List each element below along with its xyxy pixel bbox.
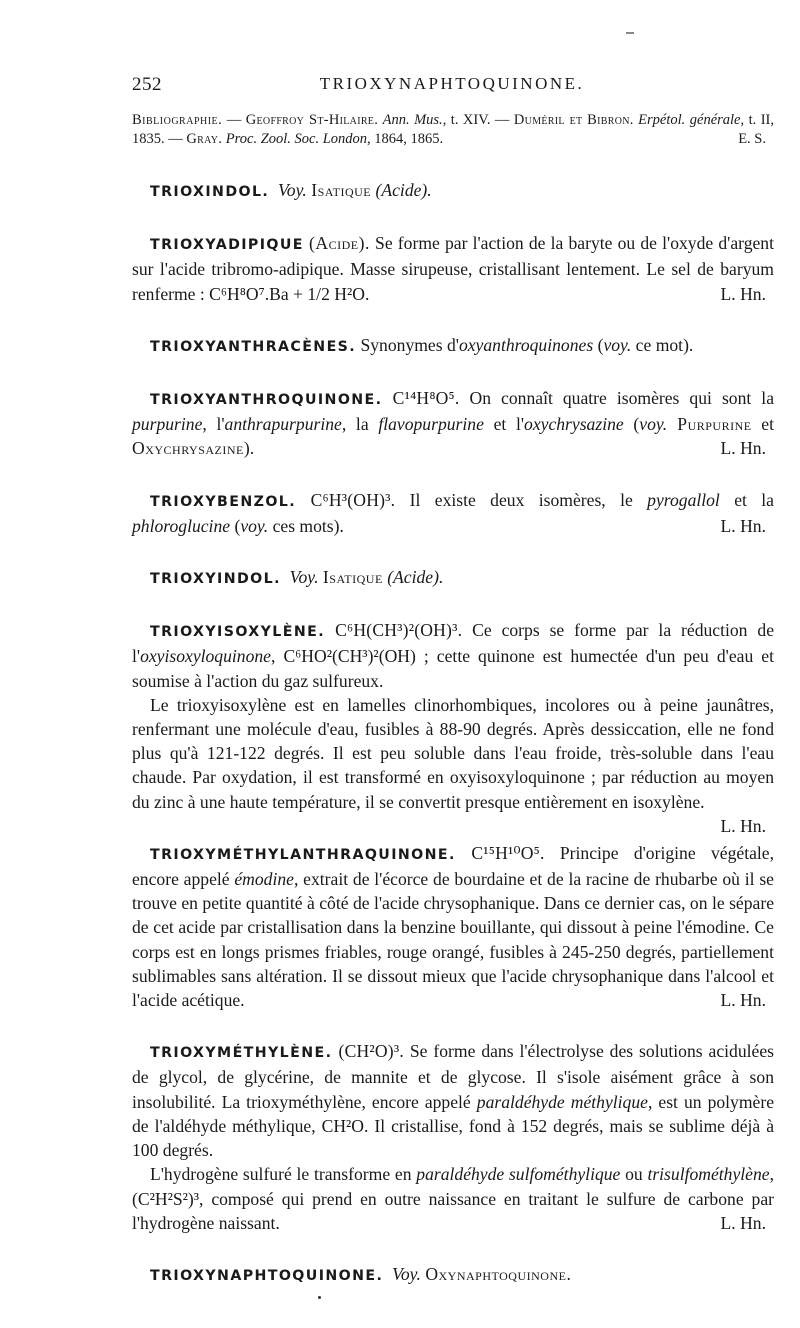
entry-signature: L. Hn.: [720, 990, 766, 1011]
entry-text: et la: [719, 489, 774, 510]
entry-headword: TRIOXYADIPIQUE: [150, 237, 304, 254]
entry-trioxyanthroquinone: [132, 386, 774, 461]
entry-text: , C⁶HO²(CH³)²(OH) ; cette quinone est humectée d'un peu d'eau et soumise à l'action du gaz sulfureux.: [132, 646, 774, 691]
entry-italic: flavopurpurine: [378, 414, 484, 435]
chemical-formula: C⁶H(CH³)²(OH)³.: [325, 620, 463, 641]
entry-italic: paraldéhyde méthylique: [476, 1091, 648, 1112]
entry-italic: trisulfométhylène: [647, 1164, 770, 1185]
entry-paragraph: Le trioxyisoxylène est en lamelles clinorhombiques, incolores ou à peine jaunâtres, renfermant une molécule d'eau, fusibles à 88-90 degrés. Après dessiccation, elle ne fond plus qu'à 121-122 degrés. Il est peu soluble dans l'eau froide, très-soluble dans l'eau chaude. Par oxydation, il est transformé en oxyisoxyloquinone ; par réduction au moyen du zinc à une haute température, il se convertit presque entièrement en isoxylène.: [132, 694, 774, 812]
entry-text: Ce corps se forme par la réduction de l': [132, 620, 774, 667]
entry-text: ces mots).: [268, 515, 344, 536]
entry-text: et: [751, 414, 774, 435]
entry-italic: oxyisoxyloquinone: [140, 646, 271, 667]
bibliography-work: Proc. Zool. Soc. London: [225, 131, 368, 147]
bibliography-work: Erpétol. générale: [638, 112, 741, 128]
entry-text: Il existe deux isomères, le: [395, 489, 648, 510]
cross-reference-qualifier: (Acide).: [375, 180, 432, 200]
entry-signature: L. Hn.: [720, 515, 766, 536]
entry-text: , extrait de l'écorce de bourdaine et de la racine de rhubarbe où il se trouve en petite quantité à côté de l'acide chrysophanique. Dans ce dernier cas, on le sépare de cet acide par cristallisation dans la benzine bouillante, qui dissout à peine l'émodine. Ce corps est en longs prismes friables, rouge orangé, fusibles à 245-250 degrés, partiellement sublimables sans altération. Il se dissout mieux que l'acide chrysophanique dans l'alcool et l'acide acétique.: [132, 869, 774, 1011]
cross-reference: Oxynaphtoquinone.: [425, 1263, 572, 1284]
entry-trioxyindol: [132, 565, 774, 591]
entry-headword: TRIOXYISOXYLÈNE.: [150, 624, 325, 641]
chemical-formula: C¹⁴H⁸O⁵.: [382, 388, 460, 409]
entry-text: , la: [341, 414, 379, 435]
entry-italic: oxyanthroquinones: [458, 334, 594, 355]
entry-text: L'hydrogène sulfuré le transforme en: [150, 1164, 417, 1185]
voy-reference: voy.: [639, 414, 668, 435]
page-number: 252: [132, 74, 162, 95]
entry-headword: TRIOXYMÉTHYLANTHRAQUINONE.: [150, 846, 456, 863]
entry-italic: oxychrysazine: [524, 414, 624, 435]
entry-text: Se forme par l'action de la baryte ou de l'oxyde d'argent sur l'acide tribromo-adipique. Masse sirupeuse, cristallisant lentement. Le sel de baryum renferme : C⁶H⁸O⁷.Ba + 1/2 H²O.: [132, 233, 774, 304]
page-header: [132, 74, 772, 102]
entry-text: et l': [483, 414, 525, 435]
entry-text: ce mot).: [631, 334, 694, 355]
entry-italic: paraldéhyde sulfométhylique: [416, 1164, 621, 1185]
entry-headword: TRIOXYANTHROQUINONE.: [150, 392, 383, 409]
entry-trioxyadipique: [132, 231, 774, 306]
running-title: TRIOXYNAPHTOQUINONE.: [319, 74, 585, 93]
entry-text: ou: [620, 1164, 648, 1185]
entry-trioxyisoxylene: [132, 618, 774, 836]
bibliography-author: Duméril et Bibron.: [513, 112, 634, 128]
entry-headword: TRIOXINDOL.: [150, 184, 270, 200]
entry-text: , l': [202, 414, 225, 435]
entry-trioxybenzol: [132, 488, 774, 538]
chemical-formula: (CH²O)³.: [332, 1041, 404, 1062]
entry-italic: émodine: [234, 869, 294, 890]
entry-headword: TRIOXYANTHRACÈNES.: [150, 338, 357, 355]
entry-trioxindol: [132, 178, 774, 204]
entry-signature: L. Hn.: [720, 1212, 766, 1233]
voy-reference: voy.: [240, 515, 269, 536]
voy-reference: Voy.: [392, 1263, 421, 1284]
entry-italic: pyrogallol: [647, 489, 720, 510]
entry-headword: TRIOXYBENZOL.: [150, 493, 297, 510]
bibliography-work: Ann. Mus.: [382, 112, 443, 128]
bibliography: [132, 111, 774, 149]
scan-mark: [626, 32, 634, 34]
entry-text: (: [230, 515, 241, 536]
entry-text: Principe d'origine végétale, encore appelé: [132, 842, 774, 890]
cross-reference: Isatique: [311, 180, 372, 200]
bibliography-author: Geoffroy St-Hilaire.: [245, 112, 379, 128]
entry-text: Se forme dans l'électrolyse des solutions acidulées de glycol, de glycérine, de mannite et de glycose. Il s'isole aisément grâce à son insolubilité. La trioxyméthylène, encore appelé: [132, 1041, 774, 1112]
entry-trioxymethylene: [132, 1039, 774, 1235]
entry-italic: anthrapurpurine: [224, 414, 342, 435]
cross-reference: Isatique: [322, 567, 383, 588]
entry-headword: TRIOXYNAPHTOQUINONE.: [150, 1267, 384, 1284]
entry-trioxyanthracenes: [132, 333, 774, 359]
bibliography-signature: E. S.: [738, 131, 766, 147]
voy-reference: Voy.: [278, 180, 307, 200]
entry-text: On connaît quatre isomères qui sont la: [459, 388, 774, 409]
entry-text: ).: [243, 438, 255, 459]
voy-reference: Voy.: [289, 567, 319, 588]
entry-signature: L. Hn.: [720, 283, 766, 304]
entry-italic: purpurine: [132, 414, 203, 435]
bibliography-author: Gray.: [186, 131, 223, 147]
entry-trioxymethylanthraquinone: [132, 841, 774, 1012]
cross-reference: Oxychrysazine: [132, 438, 244, 459]
entry-text: Synonymes d': [356, 334, 459, 355]
entry-headword: TRIOXYINDOL.: [150, 571, 281, 588]
chemical-formula: C¹⁵H¹⁰O⁵.: [455, 842, 545, 863]
entry-signature: L. Hn.: [720, 815, 766, 836]
entry-text: (: [593, 334, 604, 355]
entry-text: (: [623, 414, 640, 435]
entry-italic: phloroglucine: [132, 515, 231, 536]
entry-text: , (C²H²S²)³, composé qui prend en outre naissance en traitant le sulfure de carbone par l'hydrogène naissant.: [132, 1164, 774, 1233]
page-content: [132, 111, 774, 1315]
entry-text: , est un polymère de l'aldéhyde méthylique, CH²O. Il cristallise, fond à 152 degrés, mais se sublime déjà à 100 degrés.: [132, 1091, 775, 1161]
entry-trioxynaphtoquinone: [132, 1262, 774, 1288]
bibliography-label: Bibliographie.: [132, 112, 223, 128]
bibliography-ref: , t. II, 1835. —: [132, 112, 775, 147]
separator: —: [222, 112, 246, 128]
entry-qualifier: (Acide).: [309, 233, 370, 254]
entry-headword: TRIOXYMÉTHYLÈNE.: [150, 1045, 333, 1062]
chemical-formula: C⁶H³(OH)³.: [296, 489, 396, 510]
entry-signature: L. Hn.: [720, 438, 766, 459]
cross-reference-qualifier: (Acide).: [387, 567, 444, 588]
bibliography-ref: , 1864, 1865.: [367, 131, 444, 147]
cross-reference: Purpurine: [667, 414, 752, 435]
scan-speck: [318, 1296, 321, 1299]
bibliography-ref: , t. XIV. —: [442, 112, 514, 128]
voy-reference: voy.: [603, 334, 632, 355]
